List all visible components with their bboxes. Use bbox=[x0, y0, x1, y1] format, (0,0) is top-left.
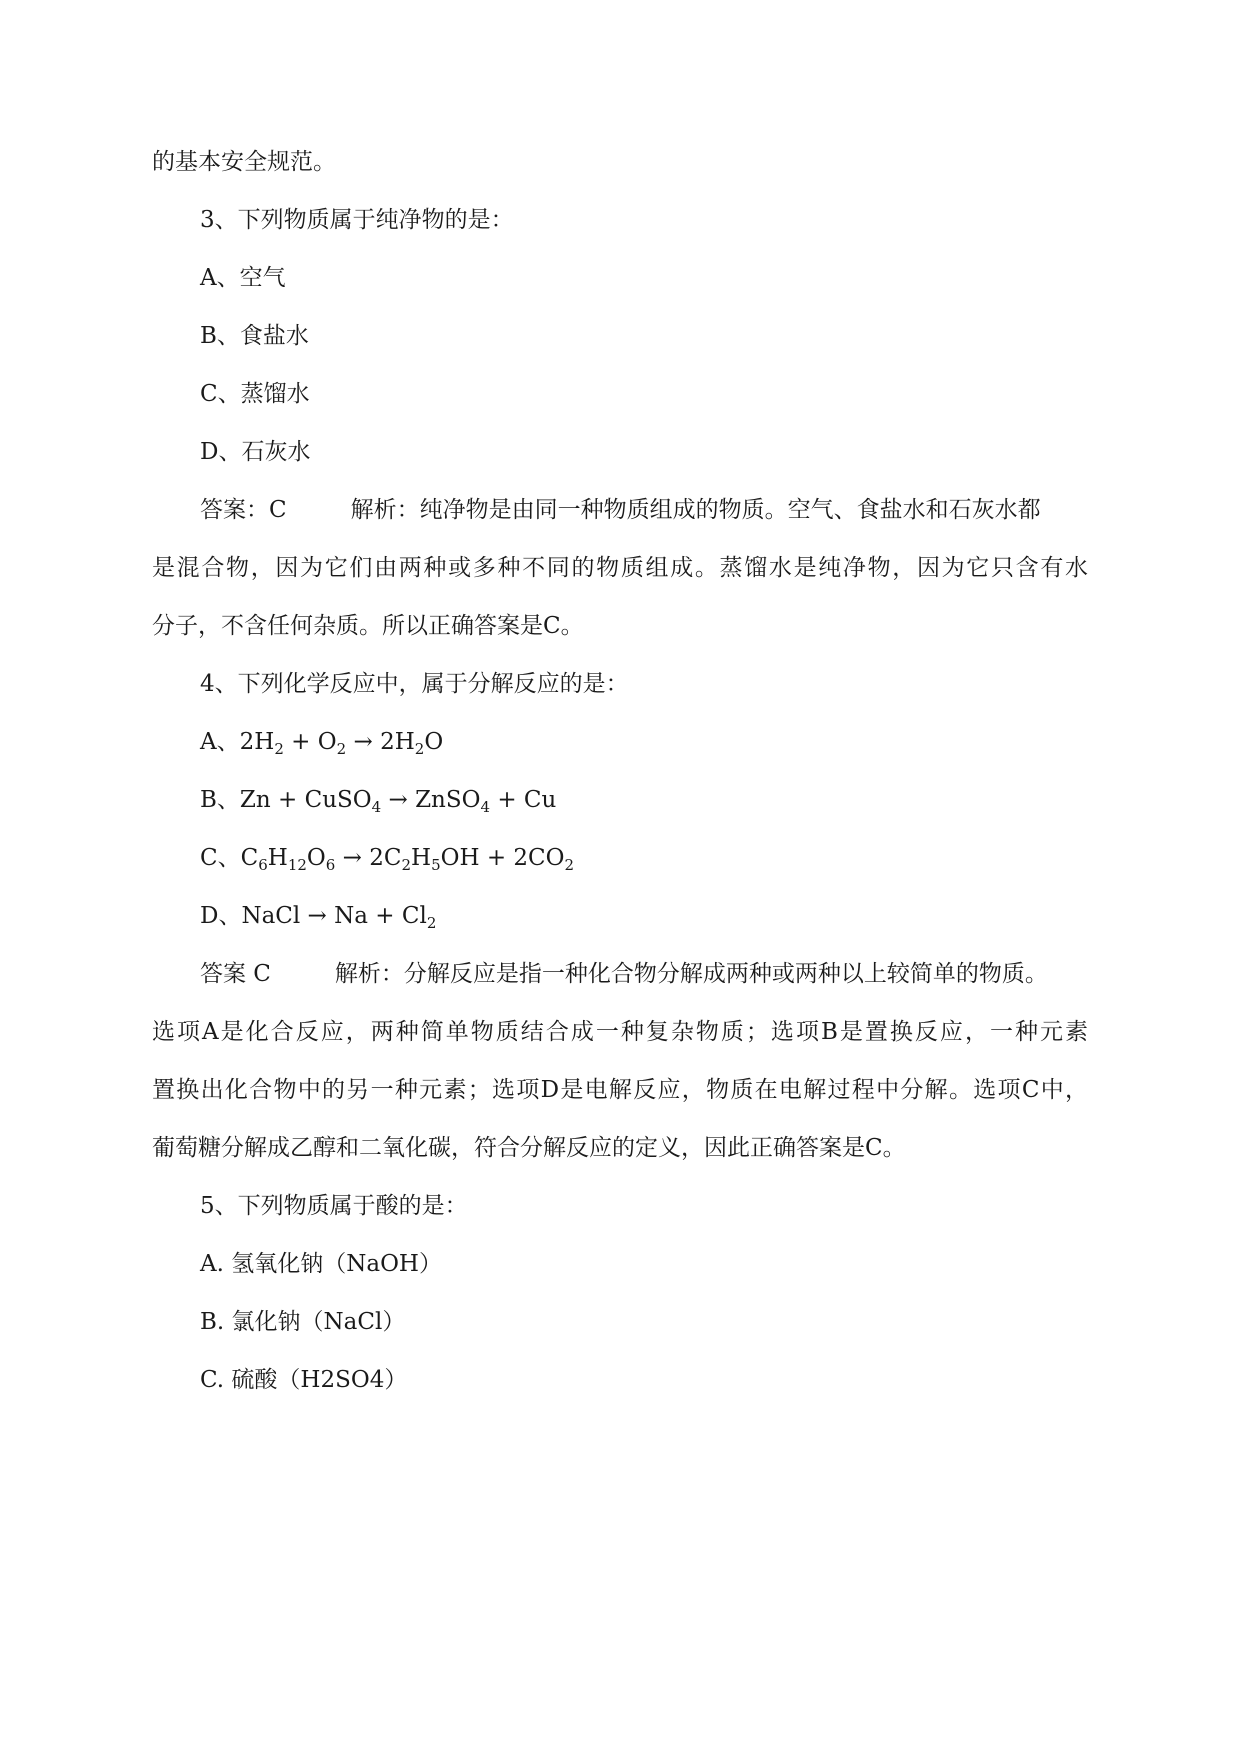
answer-4-line-1 bbox=[200, 959, 1048, 989]
option-4b bbox=[200, 785, 556, 815]
option-label: A、 bbox=[200, 729, 240, 755]
formula-subscript: 2 bbox=[401, 856, 411, 874]
option-3b: B、食盐水 bbox=[200, 323, 309, 349]
formula-subscript: 6 bbox=[325, 856, 336, 874]
option-5c: C. 硫酸（H2SO4） bbox=[200, 1367, 408, 1393]
answer-3-line-3: 分子，不含任何杂质。所以正确答案是C。 bbox=[152, 613, 584, 639]
formula-subscript: 2 bbox=[336, 740, 347, 758]
answer-4-line-3: 置换出化合物中的另一种元素；选项D是电解反应，物质在电解过程中分解。选项C中， bbox=[152, 1077, 1088, 1103]
formula-subscript: 4 bbox=[480, 798, 491, 816]
formula-subscript: 2 bbox=[274, 740, 284, 758]
formula-subscript: 2 bbox=[564, 856, 575, 874]
option-label: C、 bbox=[200, 845, 241, 871]
option-5b: B. 氯化钠（NaCl） bbox=[200, 1309, 406, 1335]
answer-3-label: 答案：C bbox=[200, 497, 287, 523]
formula-text: + Cu bbox=[490, 787, 557, 813]
paragraph-line: 的基本安全规范。 bbox=[152, 149, 336, 175]
option-3a: A、空气 bbox=[200, 265, 286, 291]
question-5: 5、下列物质属于酸的是： bbox=[200, 1193, 468, 1219]
formula-text: O bbox=[424, 729, 444, 755]
option-3c: C、蒸馏水 bbox=[200, 381, 310, 407]
formula-text: H bbox=[411, 845, 432, 871]
option-label: D、 bbox=[200, 903, 242, 929]
option-3d: D、石灰水 bbox=[200, 439, 311, 465]
option-label: B、 bbox=[200, 787, 240, 813]
answer-3-line-2: 是混合物，因为它们由两种或多种不同的物质组成。蒸馏水是纯净物，因为它只含有水 bbox=[152, 555, 1088, 581]
option-4d bbox=[200, 901, 436, 931]
formula-text: O bbox=[306, 845, 326, 871]
option-5a: A. 氢氧化钠（NaOH） bbox=[200, 1251, 442, 1277]
formula-text: → 2H bbox=[346, 729, 415, 755]
answer-3-explanation: 解析：纯净物是由同一种物质组成的物质。空气、食盐水和石灰水都 bbox=[350, 497, 1041, 523]
formula-text: H bbox=[267, 845, 288, 871]
formula-text: OH + 2CO bbox=[440, 845, 565, 871]
formula-text: → 2C bbox=[335, 845, 402, 871]
answer-4-line-2: 选项A是化合反应，两种简单物质结合成一种复杂物质；选项B是置换反应，一种元素 bbox=[152, 1019, 1088, 1045]
formula-subscript: 6 bbox=[258, 856, 268, 874]
question-3: 3、下列物质属于纯净物的是： bbox=[200, 207, 514, 233]
formula-text: + O bbox=[283, 729, 337, 755]
answer-4-line-4: 葡萄糖分解成乙醇和二氧化碳，符合分解反应的定义，因此正确答案是C。 bbox=[152, 1135, 906, 1161]
formula-text: NaCl → Na + Cl bbox=[241, 903, 427, 929]
answer-4-explanation: 解析：分解反应是指一种化合物分解成两种或两种以上较简单的物质。 bbox=[334, 961, 1048, 987]
answer-3-line-1 bbox=[200, 495, 1041, 525]
option-4a bbox=[200, 727, 443, 757]
formula-subscript: 12 bbox=[287, 856, 307, 874]
option-4c bbox=[200, 843, 574, 873]
formula-text: → ZnSO bbox=[381, 787, 481, 813]
formula-subscript: 2 bbox=[414, 740, 425, 758]
formula-text: 2H bbox=[239, 729, 275, 755]
formula-text: C bbox=[240, 845, 259, 871]
formula-text: Zn + CuSO bbox=[239, 787, 372, 813]
question-4: 4、下列化学反应中，属于分解反应的是： bbox=[200, 671, 629, 697]
formula-subscript: 5 bbox=[431, 856, 441, 874]
formula-subscript: 2 bbox=[426, 914, 437, 932]
formula-subscript: 4 bbox=[371, 798, 382, 816]
answer-4-label: 答案 C bbox=[200, 961, 271, 987]
